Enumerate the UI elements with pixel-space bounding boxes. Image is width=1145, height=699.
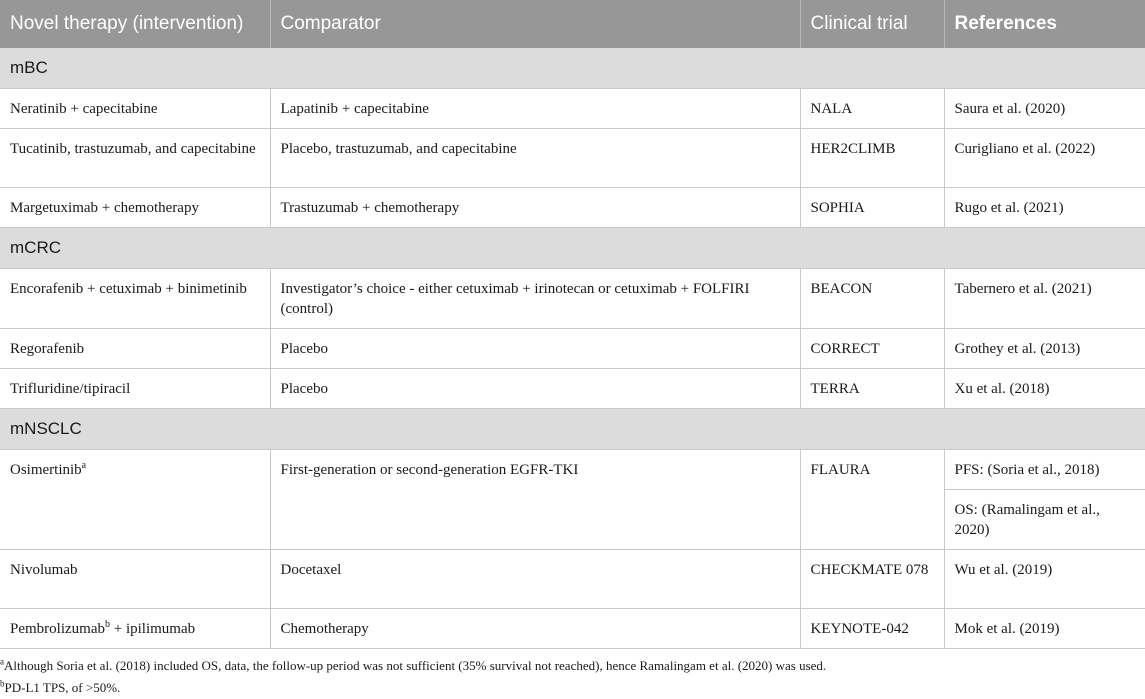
comparator-cell: Docetaxel: [270, 550, 800, 609]
comparator-cell: Placebo: [270, 369, 800, 409]
trial-cell: TERRA: [800, 369, 944, 409]
reference-cell: Curigliano et al. (2022): [944, 129, 1145, 188]
table-row: [0, 188, 1145, 228]
section-label: mCRC: [0, 228, 1145, 269]
header-comparator: Comparator: [270, 0, 800, 48]
therapy-cell: Regorafenib: [0, 329, 270, 369]
comparator-cell: Investigator’s choice - either cetuximab + irinotecan or cetuximab + FOLFIRI (control): [270, 269, 800, 329]
table-row: [0, 89, 1145, 129]
table-row: [0, 269, 1145, 329]
header-trial: Clinical trial: [800, 0, 944, 48]
reference-cell: Xu et al. (2018): [944, 369, 1145, 409]
therapy-cell: Pembrolizumab$^b$ + ipilimumab: [0, 609, 270, 649]
therapy-cell: Encorafenib + cetuximab + binimetinib: [0, 269, 270, 329]
footnote: $^a$Although Soria et al. (2018) included OS, data, the follow-up period was not sufficient (35% survival not reached), hence Ramalingam et al. (2020) was used.: [0, 656, 827, 673]
therapy-cell: Osimertinib$^a$: [0, 450, 270, 550]
table-row: [0, 369, 1145, 409]
comparator-cell: Chemotherapy: [270, 609, 800, 649]
comparator-cell: Trastuzumab + chemotherapy: [270, 188, 800, 228]
reference-cell: Saura et al. (2020): [944, 89, 1145, 129]
section-row: [0, 228, 1145, 269]
reference-cell: Tabernero et al. (2021): [944, 269, 1145, 329]
header-references: References: [944, 0, 1145, 48]
trial-cell: NALA: [800, 89, 944, 129]
therapy-cell: Trifluridine/tipiracil: [0, 369, 270, 409]
comparator-cell: Lapatinib + capecitabine: [270, 89, 800, 129]
reference-cell: Rugo et al. (2021): [944, 188, 1145, 228]
section-label: mNSCLC: [0, 409, 1145, 450]
footnotes: [0, 649, 1145, 699]
trial-cell: KEYNOTE-042: [800, 609, 944, 649]
comparator-cell: Placebo, trastuzumab, and capecitabine: [270, 129, 800, 188]
footnote-mark: a: [81, 460, 87, 471]
comparator-cell: First-generation or second-generation EGFR-TKI: [270, 450, 800, 550]
therapy-cell: Margetuximab + chemotherapy: [0, 188, 270, 228]
header-therapy: Novel therapy (intervention): [0, 0, 270, 48]
therapy-cell: Tucatinib, trastuzumab, and capecitabine: [0, 129, 270, 188]
trial-cell: CORRECT: [800, 329, 944, 369]
trial-cell: BEACON: [800, 269, 944, 329]
reference-cell: PFS: (Soria et al., 2018): [944, 450, 1145, 490]
table-row: [0, 329, 1145, 369]
trial-cell: SOPHIA: [800, 188, 944, 228]
section-row: [0, 409, 1145, 450]
reference-cell: Mok et al. (2019): [944, 609, 1145, 649]
section-label: mBC: [0, 48, 1145, 89]
comparator-cell: Placebo: [270, 329, 800, 369]
reference-cell: Wu et al. (2019): [944, 550, 1145, 609]
table-row: [0, 450, 1145, 490]
reference-cell: OS: (Ramalingam et al., 2020): [944, 490, 1145, 550]
footnote-mark: b: [104, 619, 110, 630]
therapy-cell: Nivolumab: [0, 550, 270, 609]
therapy-cell: Neratinib + capecitabine: [0, 89, 270, 129]
section-row: [0, 48, 1145, 89]
table-row: [0, 129, 1145, 188]
table-row: [0, 550, 1145, 609]
trial-cell: FLAURA: [800, 450, 944, 550]
reference-cell: Grothey et al. (2013): [944, 329, 1145, 369]
footnote: $^b$PD-L1 TPS, of >50%.: [0, 678, 121, 695]
table-row: [0, 609, 1145, 649]
trial-cell: CHECKMATE 078: [800, 550, 944, 609]
trial-cell: HER2CLIMB: [800, 129, 944, 188]
header-row: [0, 0, 1145, 48]
